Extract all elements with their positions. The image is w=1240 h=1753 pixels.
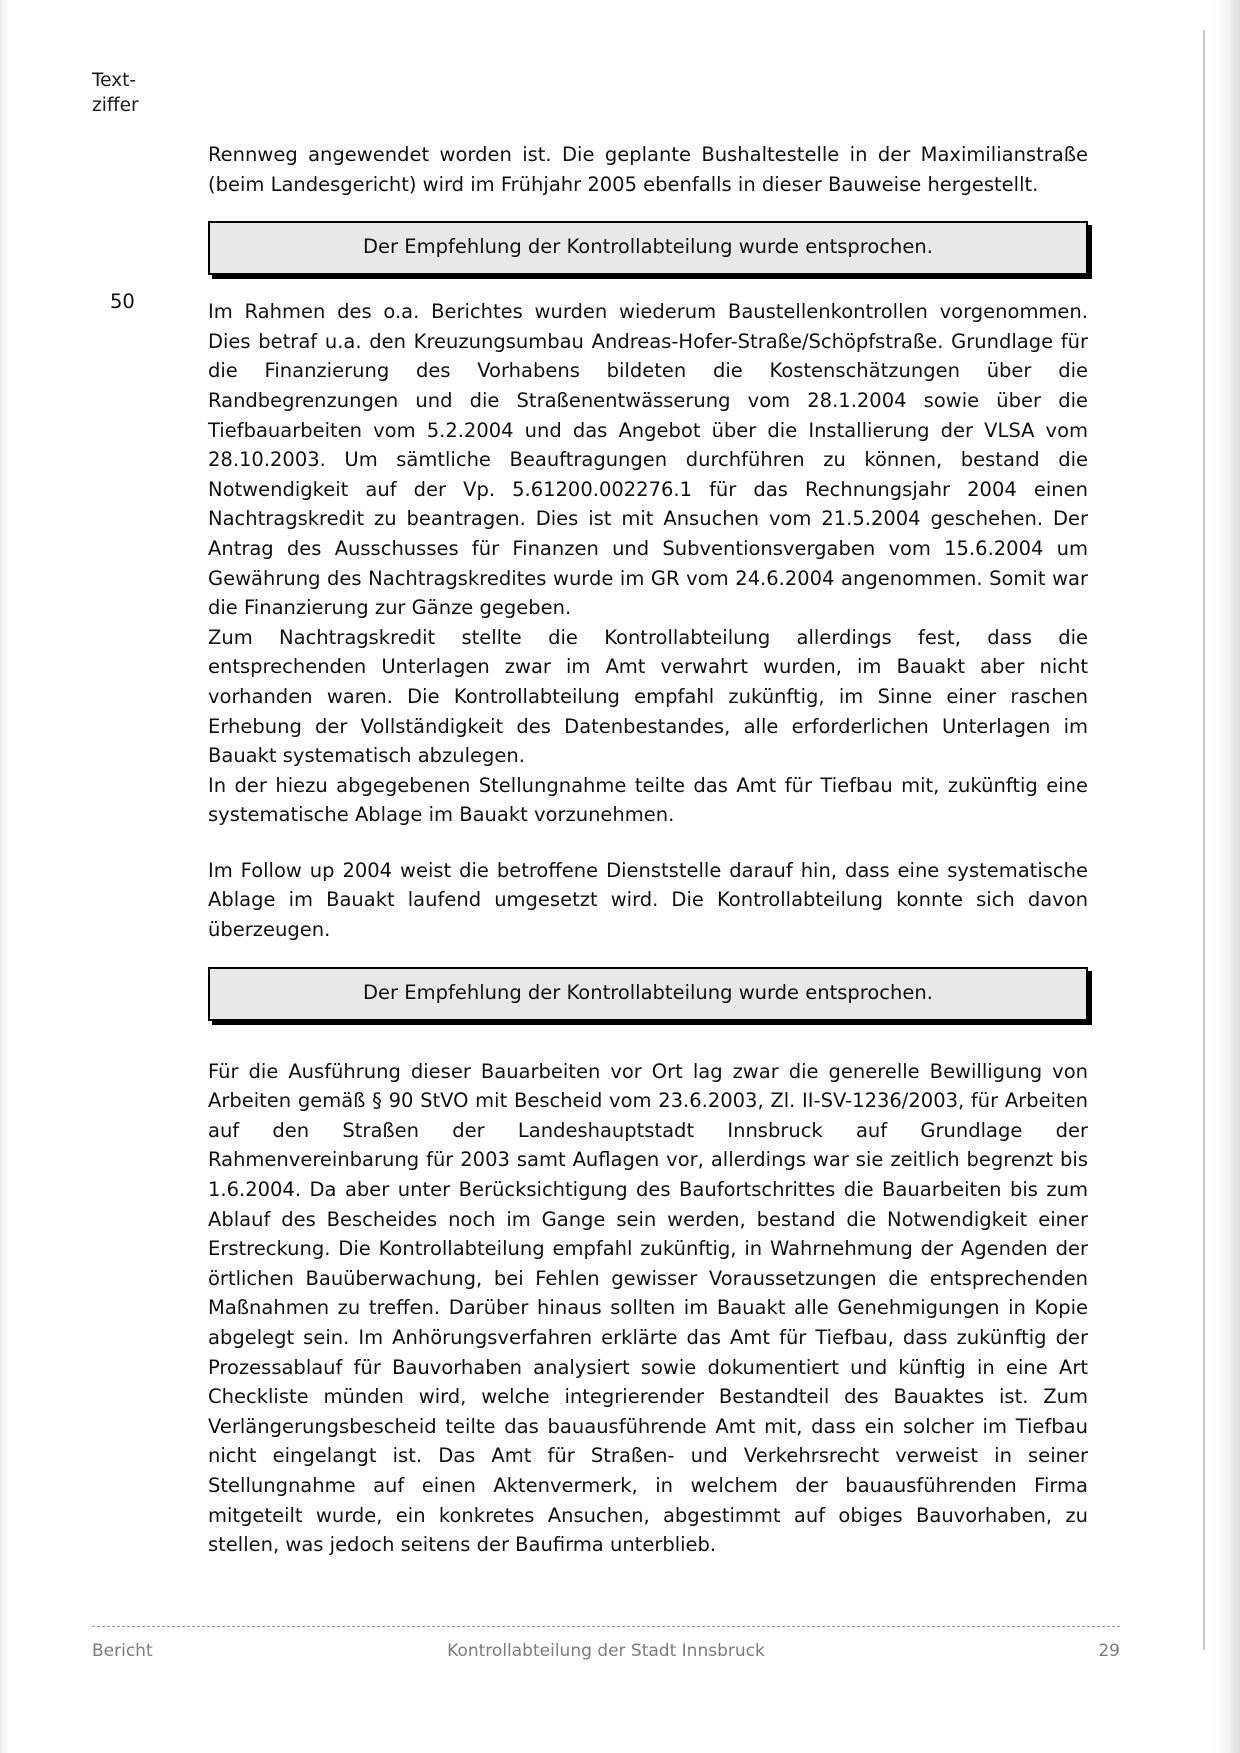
footer-divider — [92, 1626, 1120, 1627]
marginal-line-2: ziffer — [92, 95, 139, 116]
recommendation-box-1-text: Der Empfehlung der Kontrollabteilung wurde entsprochen. — [363, 235, 933, 259]
textziffer-50: 50 — [110, 290, 135, 313]
final-paragraph: Für die Ausführung dieser Bauarbeiten vor Ort lag zwar die generelle Bewilligung von Arbeiten gemäß § 90 StVO mit Bescheid vom 23.6.2003, Zl. II-SV-1236/2003, für Arbeiten auf den Straßen der Landeshauptstadt Innsbruck auf Grundlage der Rahmenvereinbarung für 2003 samt Auflagen vor, allerdings war sie zeitlich begrenzt bis 1.6.2004. Da aber unter Berücksichtigung des Baufortschrittes die Bauarbeiten bis zum Ablauf des Bescheides noch im Gange sein werden, bestand die Notwendigkeit einer Erstreckung. Die Kontrollabteilung empfahl zukünftig, in Wahrnehmung der Agenden der örtlichen Bauüberwachung, bei Fehlen gewisser Voraussetzungen die entsprechenden Maßnahmen zu treffen. Darüber hinaus sollten im Bauakt alle Genehmigungen in Kopie abgelegt sein. Im Anhörungsverfahren erklärte das Amt für Tiefbau, dass zukünftig der Prozessablauf für Bauvorhaben analysiert sowie dokumentiert und künftig in eine Art Checkliste münden wird, welche integrierender Bestandteil des Bauaktes ist. Zum Verlängerungsbescheid teilte das bauausführende Amt mit, dass ein solcher im Tiefbau nicht eingelangt ist. Das Amt für Straßen- und Verkehrsrecht verweist in seiner Stellungnahme auf einen Aktenvermerk, in welchem der bauausführenden Firma mitgeteilt wurde, ein konkretes Ansuchen, abgestimmt auf obiges Bauvorhaben, zu stellen, was jedoch seitens der Baufirma unterblieb. — [208, 1059, 1088, 1557]
tz-50-paragraph-3: In der hiezu abgegebenen Stellungnahme teilte das Amt für Tiefbau mit, zukünftig eine systematische Ablage im Bauakt vorzunehmen. — [208, 773, 1088, 827]
footer-left-label: Bericht — [92, 1641, 153, 1661]
recommendation-box-1 — [208, 221, 1088, 275]
footer-center-label: Kontrollabteilung der Stadt Innsbruck — [447, 1641, 765, 1661]
intro-paragraph: Rennweg angewendet worden ist. Die geplante Bushaltestelle in der Maximilianstraße (beim Landesgericht) wird im Frühjahr 2005 ebenfalls in dieser Bauweise hergestellt. — [208, 143, 1088, 196]
document-body — [208, 140, 1088, 1560]
scan-edge-right — [1214, 0, 1240, 1753]
scan-edge-left — [0, 0, 10, 1753]
scan-artifact-line — [1203, 30, 1205, 1650]
paragraph-gap-2 — [208, 1043, 1088, 1057]
marginal-line-1: Text- — [92, 70, 137, 91]
footer-page-number: 29 — [1098, 1641, 1120, 1661]
tz-50-paragraph-1: Im Rahmen des o.a. Berichtes wurden wiederum Baustellenkontrollen vorgenommen. Dies betraf u.a. den Kreuzungsumbau Andreas-Hofer-Straße/Schöpfstraße. Grundlage für die Finanzierung des Vorhabens bildeten die Kostenschätzungen über die Randbegrenzungen und die Straßenentwässerung vom 28.1.2004 sowie über die Tiefbauarbeiten vom 5.2.2004 und das Angebot über die Installierung der VLSA vom 28.10.2003. Um sämtliche Beauftragungen durchführen zu können, bestand die Notwendigkeit auf der Vp. 5.61200.002276.1 für das Rechnungsjahr 2004 einen Nachtragskredit zu beantragen. Dies ist mit Ansuchen vom 21.5.2004 geschehen. Der Antrag des Ausschusses für Finanzen und Subventionsvergaben vom 15.6.2004 um Gewährung des Nachtragskredites wurde im GR vom 24.6.2004 angenommen. Somit war die Finanzierung zur Gänze gegeben. — [208, 300, 1088, 620]
tz-50-paragraph-4: Im Follow up 2004 weist die betroffene Dienststelle darauf hin, dass eine systematische Ablage im Bauakt laufend umgesetzt wird. Die Kontrollabteilung konnte sich davon überzeugen. — [208, 858, 1088, 942]
recommendation-box-2 — [208, 967, 1088, 1021]
marginal-column-header — [92, 68, 187, 118]
page-footer — [92, 1626, 1120, 1661]
recommendation-box-2-text: Der Empfehlung der Kontrollabteilung wurde entsprochen. — [363, 980, 933, 1004]
paragraph-gap — [208, 830, 1088, 856]
tz-50-paragraph-2: Zum Nachtragskredit stellte die Kontrollabteilung allerdings fest, dass die entsprechenden Unterlagen zwar im Amt verwahrt wurden, im Bauakt aber nicht vorhanden waren. Die Kontrollabteilung empfahl zukünftig, im Sinne einer raschen Erhebung der Vollständigkeit des Datenbestandes, alle erforderlichen Unterlagen im Bauakt systematisch abzulegen. — [208, 625, 1088, 768]
